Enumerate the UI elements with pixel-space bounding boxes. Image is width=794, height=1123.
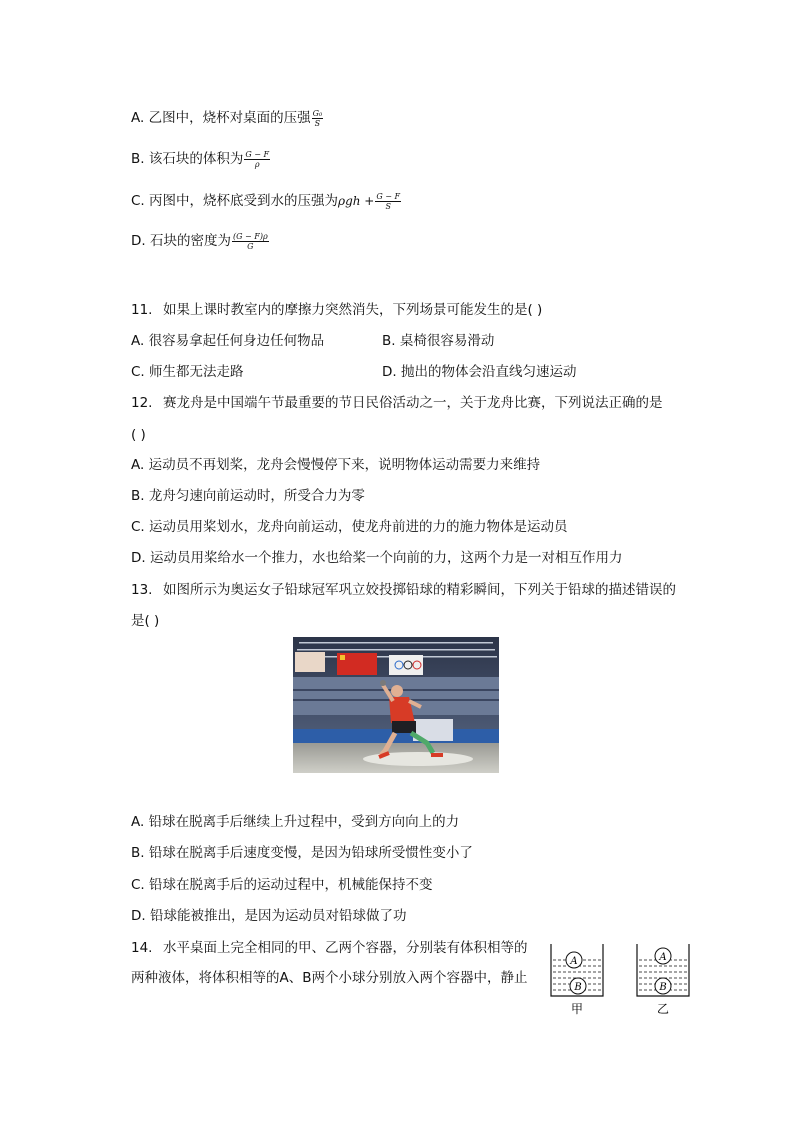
q14-stem (131, 938, 528, 958)
q11-options-row-2 (131, 362, 691, 382)
q12-option-c: C. 运动员用桨划水，龙舟向前运动，使龙舟前进的力的施力物体是运动员 (131, 519, 568, 535)
q10-option-c-text: C. 丙图中，烧杯底受到水的压强为 (131, 193, 339, 209)
fraction-numerator: G − F (376, 191, 401, 201)
q12-number: 12. (131, 395, 153, 411)
q13-option-a: A. 铅球在脱离手后继续上升过程中，受到方向向上的力 (131, 814, 460, 830)
q13-option-d: D. 铅球能被推出，是因为运动员对铅球做了功 (131, 908, 407, 924)
label-yi: 乙 (656, 1002, 670, 1016)
fraction-denominator: S (385, 201, 391, 211)
q10-option-d-text: D. 石块的密度为 (131, 233, 231, 249)
q13-stem-text: 如图所示为奥运女子铅球冠军巩立姣投掷铅球的精彩瞬间，下列关于铅球的描述错误的 (163, 582, 676, 598)
q13-option-c: C. 铅球在脱离手后的运动过程中，机械能保持不变 (131, 877, 433, 893)
q14-number: 14. (131, 940, 153, 956)
q13-number: 13. (131, 582, 153, 598)
q11-stem-text: 如果上课时教室内的摩擦力突然消失，下列场景可能发生的是( ) (163, 302, 543, 318)
ball-b-label: B (659, 982, 667, 993)
q12-stem (131, 393, 663, 413)
q14-stem-text: 水平桌面上完全相同的甲、乙两个容器，分别装有体积相等的 (163, 940, 528, 956)
q12-option-d: D. 运动员用桨给水一个推力，水也给桨一个向前的力，这两个力是一对相互作用力 (131, 550, 623, 566)
q10-option-b-fraction (244, 150, 270, 169)
q10-option-c-fraction (375, 192, 401, 211)
q13-stem-cont: 是( ) (131, 613, 160, 629)
q10-option-d-fraction (232, 232, 269, 251)
ball-a-label: A (570, 956, 578, 967)
container-jia (551, 944, 603, 1016)
q11-option-c: C. 师生都无法走路 (131, 364, 244, 380)
q10-option-a-text: A. 乙图中，烧杯对桌面的压强 (131, 110, 311, 126)
shot-put-photo (293, 637, 499, 773)
fraction-denominator: S (314, 118, 321, 128)
q10-option-b-text: B. 该石块的体积为 (131, 151, 244, 167)
q12-option-b: B. 龙舟匀速向前运动时，所受合力为零 (131, 488, 365, 504)
q12-stem-text: 赛龙舟是中国端午节最重要的节日民俗活动之一，关于龙舟比赛，下列说法正确的是 (163, 395, 663, 411)
container-yi (637, 944, 689, 1016)
fraction-denominator: G (247, 241, 254, 251)
q10-option-d (131, 231, 269, 251)
ball-a-label: A (659, 952, 667, 963)
q11-option-a: A. 很容易拿起任何身边任何物品 (131, 333, 325, 349)
q10-option-c-math: ρgh + (338, 194, 375, 208)
q12-option-a: A. 运动员不再划桨，龙舟会慢慢停下来，说明物体运动需要力来维持 (131, 457, 541, 473)
container-diagram (545, 940, 695, 1020)
fraction-numerator: (G − F)ρ (232, 231, 268, 241)
fraction-denominator: ρ (254, 159, 260, 169)
q10-option-a (131, 108, 323, 128)
q13-option-b: B. 铅球在脱离手后速度变慢，是因为铅球所受惯性变小了 (131, 845, 473, 861)
q11-number: 11. (131, 302, 153, 318)
fraction-numerator: G − F (245, 149, 270, 159)
q10-option-c (131, 191, 401, 211)
q13-stem (131, 580, 676, 600)
q11-option-b: B. 桌椅很容易滑动 (382, 333, 495, 349)
q11-option-d: D. 抛出的物体会沿直线匀速运动 (382, 364, 577, 380)
q11-stem (131, 300, 542, 320)
q10-option-a-fraction (312, 109, 324, 128)
label-jia: 甲 (570, 1002, 584, 1016)
q14-stem-cont: 两种液体，将体积相等的A、B两个小球分别放入两个容器中，静止 (131, 970, 528, 986)
fraction-numerator: G₀ (312, 108, 323, 118)
q12-stem-cont: ( ) (131, 427, 146, 443)
ball-b-label: B (574, 982, 582, 993)
q10-option-b (131, 149, 270, 169)
q11-options-row-1 (131, 331, 691, 351)
